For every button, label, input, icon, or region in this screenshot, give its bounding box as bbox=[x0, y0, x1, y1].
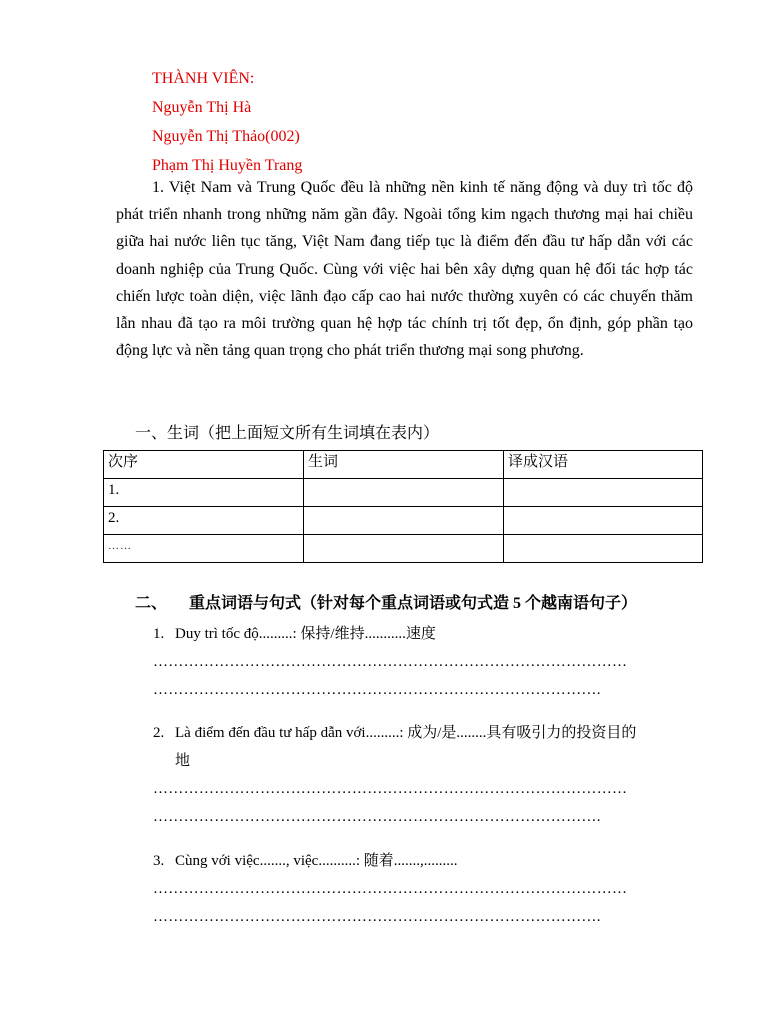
members-heading: THÀNH VIÊN: bbox=[152, 70, 255, 87]
passage-text: 1. Việt Nam và Trung Quốc đều là những nền kinh tế năng động và duy trì tốc độ phát triển nhanh trong những năm gần đây. Ngoài tổng kim ngạch thương mại hai chiều giữa hai nước liên tục tăng, Việt Nam đang tiếp tục là điểm đến đầu tư hấp dẫn với các doanh nghiệp của Trung Quốc. Cùng với việc hai bên xây dựng quan hệ đối tác hợp tác chiến lược toàn diện, việc lãnh đạo cấp cao hai nước thường xuyên có các chuyến thăm lẫn nhau đã tạo ra môi trường quan hệ hợp tác chính trị tốt đẹp, ổn định, góp phần tạo động lực và nền tảng quan trọng cho phát triển thương mại song phương. bbox=[116, 179, 693, 360]
answer-line[interactable]: ……………………………………………………………………………. bbox=[153, 682, 601, 698]
exercise-item-3 bbox=[153, 847, 698, 931]
item-number: 2. bbox=[153, 725, 165, 741]
answer-line[interactable]: ……………………………………………………………………………. bbox=[153, 809, 601, 825]
item-prompt: Cùng với việc......., việc..........: 随着.......,......... bbox=[175, 853, 458, 869]
section-2-text: 重点词语与句式（针对每个重点词语或句式造 5 个越南语句子） bbox=[189, 595, 638, 612]
answer-line[interactable]: ………………………………………………………………………………… bbox=[153, 881, 628, 897]
item-prompt-continued: 地 bbox=[175, 753, 191, 769]
answer-line[interactable]: ………………………………………………………………………………… bbox=[153, 781, 628, 797]
member-name-3: Phạm Thị Huyền Trang bbox=[152, 157, 303, 174]
member-name-1: Nguyễn Thị Hà bbox=[152, 99, 252, 116]
item-number: 1. bbox=[153, 626, 165, 642]
answer-line[interactable]: ………………………………………………………………………………… bbox=[153, 654, 628, 670]
word-cell[interactable] bbox=[304, 479, 504, 507]
table-row bbox=[104, 507, 703, 535]
word-cell[interactable] bbox=[304, 535, 504, 563]
row-number: …… bbox=[104, 535, 304, 563]
section-2-number: 二、 bbox=[135, 595, 168, 612]
row-number: 2. bbox=[104, 507, 304, 535]
header-translation: 译成汉语 bbox=[504, 451, 703, 479]
translation-cell[interactable] bbox=[504, 479, 703, 507]
item-number: 3. bbox=[153, 853, 165, 869]
header-word: 生词 bbox=[304, 451, 504, 479]
item-prompt: Là điểm đến đầu tư hấp dẫn với.........: 成为/是........具有吸引力的投资目的 bbox=[175, 725, 637, 741]
table-row bbox=[104, 479, 703, 507]
exercise-item-1 bbox=[153, 620, 698, 704]
member-name-2: Nguyễn Thị Thảo(002) bbox=[152, 128, 300, 145]
item-prompt: Duy trì tốc độ.........: 保持/维持...........速度 bbox=[175, 626, 436, 642]
table-row bbox=[104, 535, 703, 563]
table-header-row bbox=[104, 451, 703, 479]
answer-line[interactable]: ……………………………………………………………………………. bbox=[153, 909, 601, 925]
translation-cell[interactable] bbox=[504, 535, 703, 563]
passage-paragraph bbox=[116, 174, 693, 364]
members-block bbox=[152, 66, 302, 182]
header-order: 次序 bbox=[104, 451, 304, 479]
section-2-title bbox=[135, 590, 637, 613]
section-1-title: 一、生词（把上面短文所有生词填在表内） bbox=[135, 425, 440, 442]
row-number: 1. bbox=[104, 479, 304, 507]
exercise-item-2 bbox=[153, 719, 698, 831]
vocabulary-table bbox=[103, 450, 703, 563]
word-cell[interactable] bbox=[304, 507, 504, 535]
translation-cell[interactable] bbox=[504, 507, 703, 535]
